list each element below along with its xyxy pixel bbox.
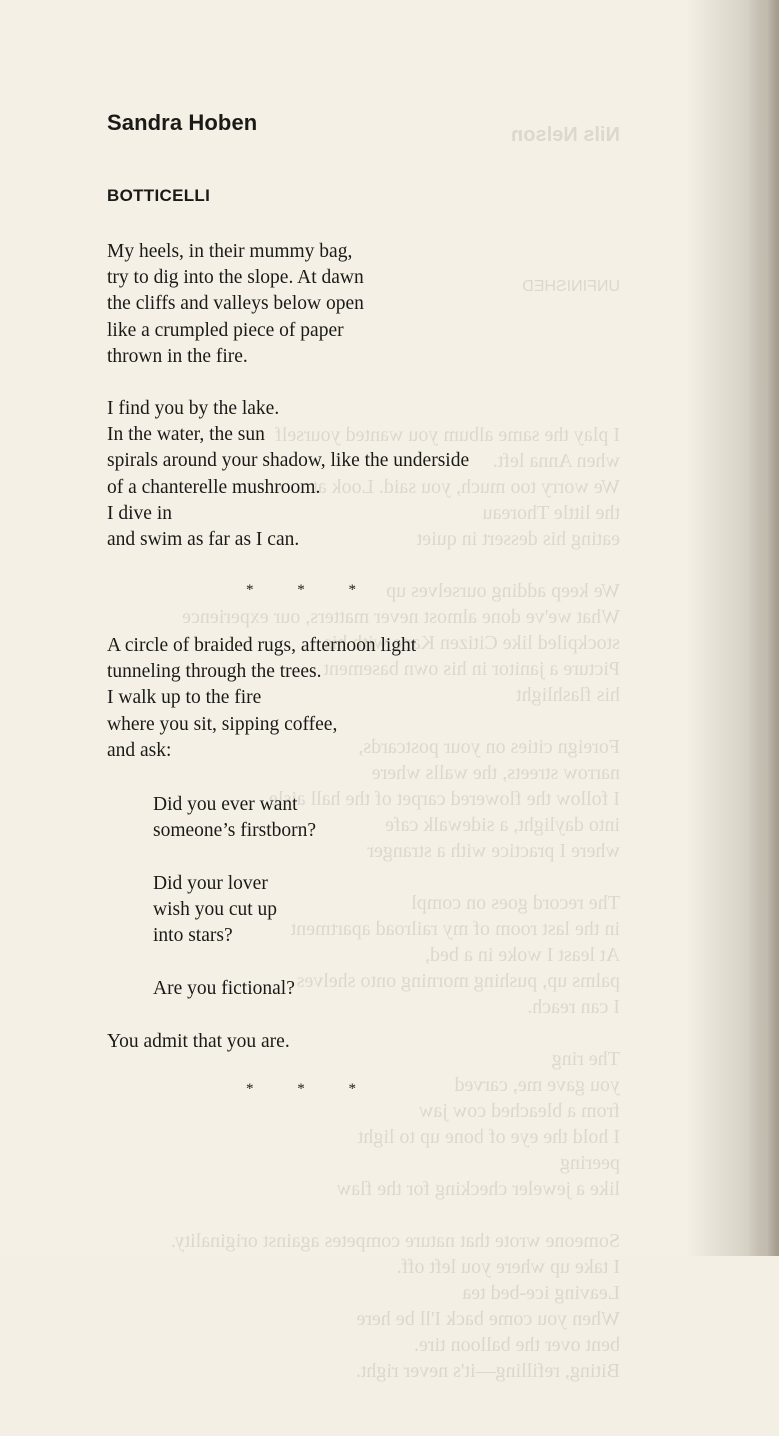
poem-line: where you sit, sipping coffee, [107,713,338,735]
bleed-line: the little Thoreau [482,502,620,524]
poem-line: like a crumpled piece of paper [107,319,344,341]
bleed-line: I follow the flowered carpet of the hall aisle [269,788,620,810]
bleed-line: Leaving ice-bed tea [462,1282,620,1304]
bleed-line: eating his dessert in quiet [416,528,620,550]
bleed-line: into daylight, a sidewalk cafe [385,814,620,836]
poem-line: I find you by the lake. [107,398,280,419]
bleed-line: When you come back I'll be here [356,1308,620,1330]
poem-line: and swim as far as I can. [107,529,300,551]
bleed-line [190,1202,620,1228]
bleed-line: stockpiled like Citizen Kane with his [323,632,620,654]
poem-line: A circle of braided rugs, afternoon light [107,635,417,656]
bleed-line: I take up where you left off. [396,1256,620,1278]
bleed-line: you gave me, carved [454,1074,620,1096]
stanza-1 [107,239,364,370]
bleed-line: I play the same album you wanted yourself [275,424,620,446]
poem-line: of a chanterelle mushroom. [107,476,321,498]
poem-line: try to dig into the slope. At dawn [107,267,364,289]
closing-line [107,1029,290,1055]
bleed-title: UNFINISHED [522,278,620,295]
bleed-line [190,552,620,578]
section-break: * * * [246,1081,376,1097]
question-1 [153,792,316,844]
poem-line: Did you ever want [153,794,298,815]
poem-line: My heels, in their mummy bag, [107,241,353,262]
bleed-line: in the last room of my railroad apartment [290,918,620,940]
bleed-line: where I practice with a stranger [367,840,620,862]
poem-line: the cliffs and valleys below open [107,293,364,315]
bleed-line: We keep adding ourselves up [386,580,620,602]
bleed-line: Someone wrote that nature competes against originality. [170,1230,620,1252]
bleed-line: Biting, refilling—it's never right. [355,1360,620,1382]
bleed-line: narrow streets, the walls where [371,762,620,784]
bleed-author: Nils Nelson [511,124,620,146]
bleed-line: bent over the balloon tire. [413,1334,620,1356]
bleed-line: We worry too much, you said. Look at [312,476,620,498]
bleed-line: from a bleached cow jaw [418,1100,620,1122]
page-edge-shadow [749,0,779,1256]
bleed-line: like a jeweler checking for the flaw [336,1178,620,1200]
poem-line: wish you cut up [153,899,278,921]
bleed-line: I hold the eye of bone up to light [357,1126,620,1148]
poem-line: I dive in [107,502,172,524]
poem-line: Are you fictional? [153,978,295,999]
bleed-line: The ring [551,1048,620,1070]
poem-line: someone’s firstborn? [153,820,317,842]
poem-line: thrown in the fire. [107,345,248,367]
poem-line: In the water, the sun [107,424,265,446]
poem-line: You admit that you are. [107,1031,290,1052]
poem-line: and ask: [107,739,172,761]
poem-line: spirals around your shadow, like the underside [107,450,470,472]
bleed-line: when Anna left. [492,450,620,472]
stanza-3 [107,633,416,764]
bleed-line: peering [560,1152,620,1174]
poem-line: Did your lover [153,873,268,894]
bleed-line: Picture a janitor in his own basement [323,658,620,680]
bleed-line: What we've done almost never matters, our experience [182,606,620,628]
poem-line: tunneling through the trees. [107,661,322,683]
poem-line: into stars? [153,925,233,947]
question-3 [153,976,295,1002]
bleed-line: palms up, pushing morning onto shelves [296,970,620,992]
poem-title: BOTTICELLI [107,186,211,205]
stanza-2 [107,396,469,553]
bleed-line: Foreign cities on your postcards, [358,736,620,758]
bleed-line: The record goes on compl [411,892,620,914]
bleed-line: At least I woke in a bed, [425,944,620,966]
section-break: * * * [246,582,376,598]
bleed-line: I can reach. [527,996,620,1018]
bleed-line: his flashlight [516,684,620,706]
poem-line: I walk up to the fire [107,687,262,709]
author-name: Sandra Hoben [107,110,258,135]
question-2 [153,871,277,950]
